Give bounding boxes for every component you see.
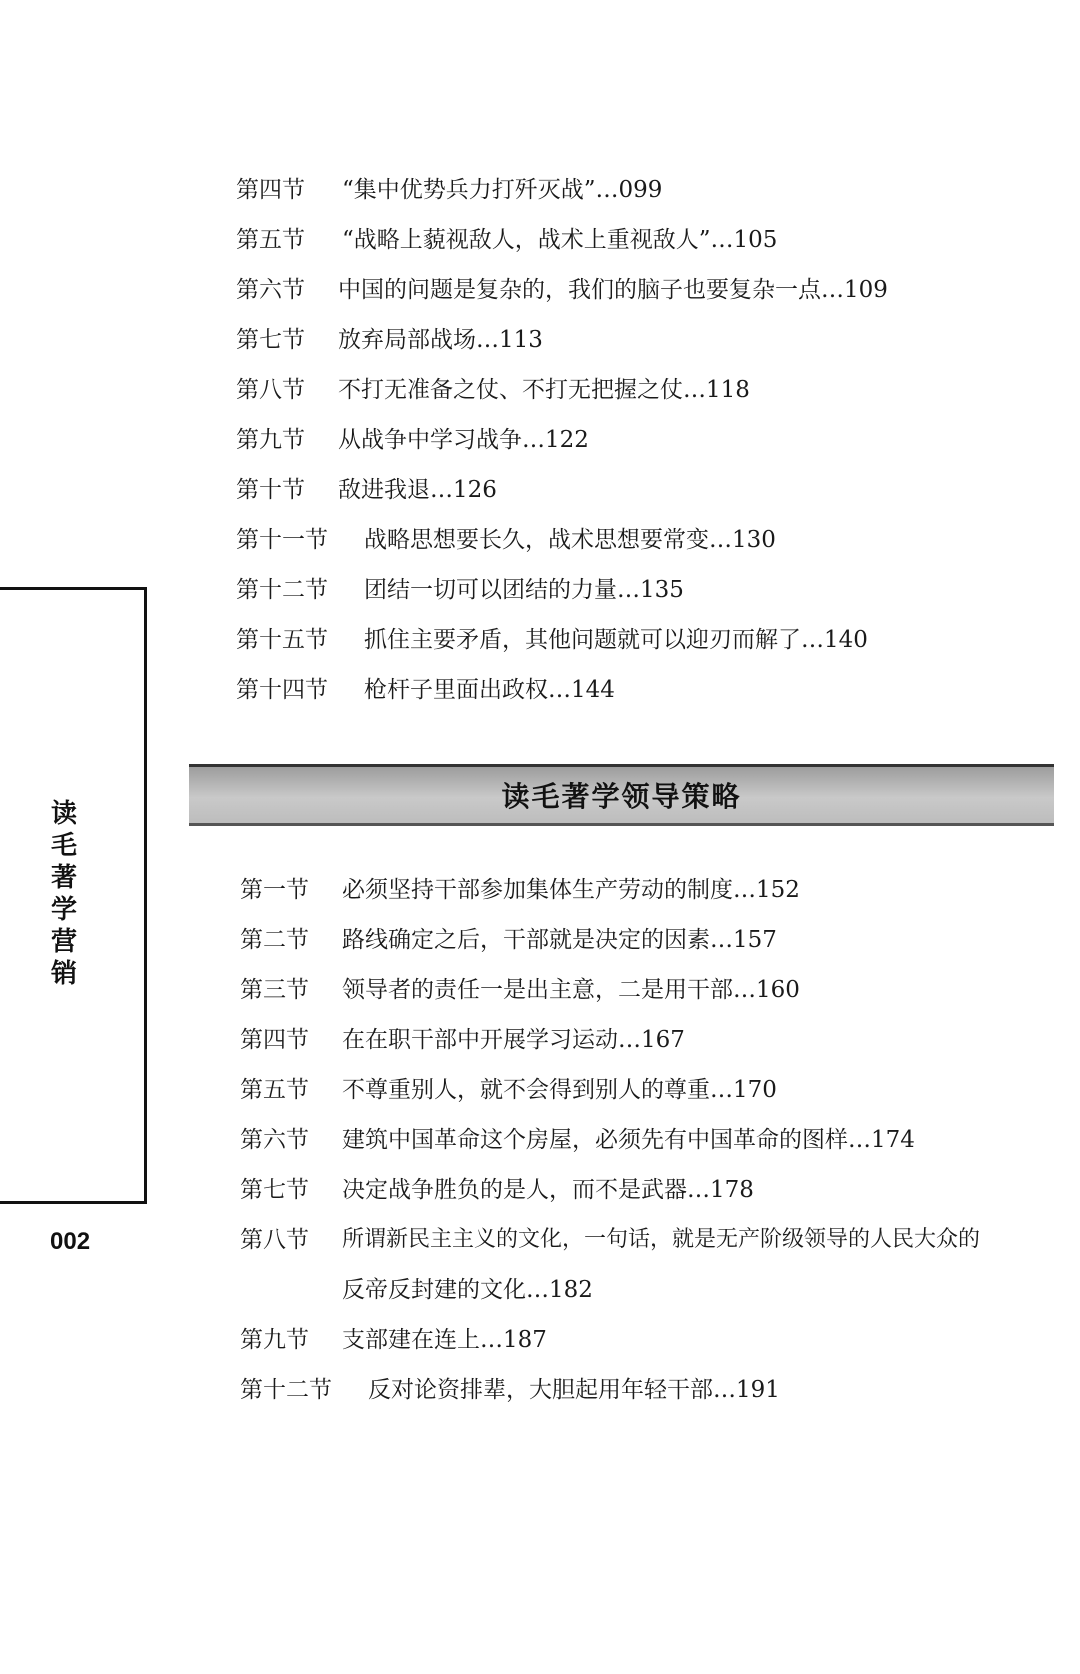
toc-entry bbox=[240, 1025, 685, 1055]
toc-entry bbox=[236, 325, 543, 355]
section-label: 第十四节 bbox=[236, 677, 328, 703]
side-title-char: 营 bbox=[50, 927, 77, 957]
section-title-continuation: 反帝反封建的文化…182 bbox=[342, 1277, 593, 1303]
section-title: 抓住主要矛盾，其他问题就可以迎刃而解了…140 bbox=[364, 627, 868, 653]
section-label: 第十二节 bbox=[236, 577, 328, 603]
section-title: 反对论资排辈，大胆起用年轻干部…191 bbox=[368, 1377, 780, 1403]
toc-entry bbox=[240, 875, 800, 905]
side-title-char: 学 bbox=[50, 895, 77, 925]
toc-entry bbox=[240, 1375, 780, 1405]
section-title: 领导者的责任一是出主意，二是用干部…160 bbox=[342, 977, 800, 1003]
section-label: 第四节 bbox=[240, 1027, 309, 1053]
side-title-char: 读 bbox=[50, 799, 77, 829]
section-label: 第十一节 bbox=[236, 527, 328, 553]
section-label: 第六节 bbox=[236, 277, 305, 303]
section-label: 第八节 bbox=[240, 1227, 309, 1253]
section-label: 第十五节 bbox=[236, 627, 328, 653]
section-label: 第八节 bbox=[236, 377, 305, 403]
section-label: 第七节 bbox=[236, 327, 305, 353]
toc-entry bbox=[240, 1325, 547, 1355]
side-title-char: 毛 bbox=[50, 831, 77, 861]
section-title: 从战争中学习战争…122 bbox=[338, 427, 589, 453]
section-title: 所谓新民主主义的文化，一句话，就是无产阶级领导的人民大众的 bbox=[342, 1227, 981, 1252]
toc-entry bbox=[236, 175, 662, 205]
toc-entry bbox=[236, 575, 684, 605]
section-title: 中国的问题是复杂的，我们的脑子也要复杂一点…109 bbox=[338, 277, 888, 303]
toc-entry bbox=[236, 225, 777, 255]
section-label: 第五节 bbox=[240, 1077, 309, 1103]
section-heading-band bbox=[189, 764, 1054, 826]
section-title: 不打无准备之仗、不打无把握之仗…118 bbox=[338, 377, 750, 403]
section-label: 第五节 bbox=[236, 227, 305, 253]
toc-entry bbox=[236, 275, 888, 305]
section-title: 必须坚持干部参加集体生产劳动的制度…152 bbox=[342, 877, 800, 903]
section-label: 第一节 bbox=[240, 877, 309, 903]
section-label: 第十二节 bbox=[240, 1377, 332, 1403]
section-title: 不尊重别人，就不会得到别人的尊重…170 bbox=[342, 1077, 777, 1103]
toc-entry bbox=[240, 975, 800, 1005]
section-label: 第七节 bbox=[240, 1177, 309, 1203]
section-label: 第六节 bbox=[240, 1127, 309, 1153]
section-title: 战略思想要长久，战术思想要常变…130 bbox=[364, 527, 776, 553]
section-label: 第九节 bbox=[240, 1327, 309, 1353]
toc-entry bbox=[236, 425, 589, 455]
section-heading: 读毛著学领导策略 bbox=[501, 780, 742, 813]
side-title-char: 著 bbox=[50, 863, 77, 893]
toc-entry bbox=[240, 1075, 777, 1105]
side-title-char: 销 bbox=[50, 959, 77, 989]
page-number: 002 bbox=[50, 1228, 91, 1255]
section-title: 路线确定之后，干部就是决定的因素…157 bbox=[342, 927, 777, 953]
section-label: 第二节 bbox=[240, 927, 309, 953]
section-label: 第十节 bbox=[236, 477, 305, 503]
section-title: 决定战争胜负的是人，而不是武器…178 bbox=[342, 1177, 754, 1203]
section-title: “战略上藐视敌人，战术上重视敌人”…105 bbox=[342, 227, 778, 253]
section-title: 在在职干部中开展学习运动…167 bbox=[342, 1027, 685, 1053]
section-label: 第三节 bbox=[240, 977, 309, 1003]
section-title: 敌进我退…126 bbox=[338, 477, 497, 503]
section-label: 第四节 bbox=[236, 177, 305, 203]
section-title: 支部建在连上…187 bbox=[342, 1327, 547, 1353]
section-title: 放弃局部战场…113 bbox=[338, 327, 543, 353]
section-title: 建筑中国革命这个房屋，必须先有中国革命的图样…174 bbox=[342, 1127, 915, 1153]
toc-entry bbox=[236, 525, 776, 555]
toc-entry bbox=[240, 1175, 754, 1205]
toc-entry bbox=[236, 625, 868, 655]
section-title: “集中优势兵力打歼灭战”…099 bbox=[342, 177, 663, 203]
side-tab-title bbox=[44, 798, 84, 990]
toc-entry bbox=[240, 1225, 980, 1255]
toc-entry bbox=[240, 1125, 915, 1155]
section-title: 团结一切可以团结的力量…135 bbox=[364, 577, 684, 603]
toc-entry bbox=[240, 925, 777, 955]
toc-entry bbox=[236, 375, 750, 405]
section-title: 枪杆子里面出政权…144 bbox=[364, 677, 615, 703]
section-label: 第九节 bbox=[236, 427, 305, 453]
toc-entry bbox=[236, 675, 615, 705]
toc-entry bbox=[236, 475, 497, 505]
